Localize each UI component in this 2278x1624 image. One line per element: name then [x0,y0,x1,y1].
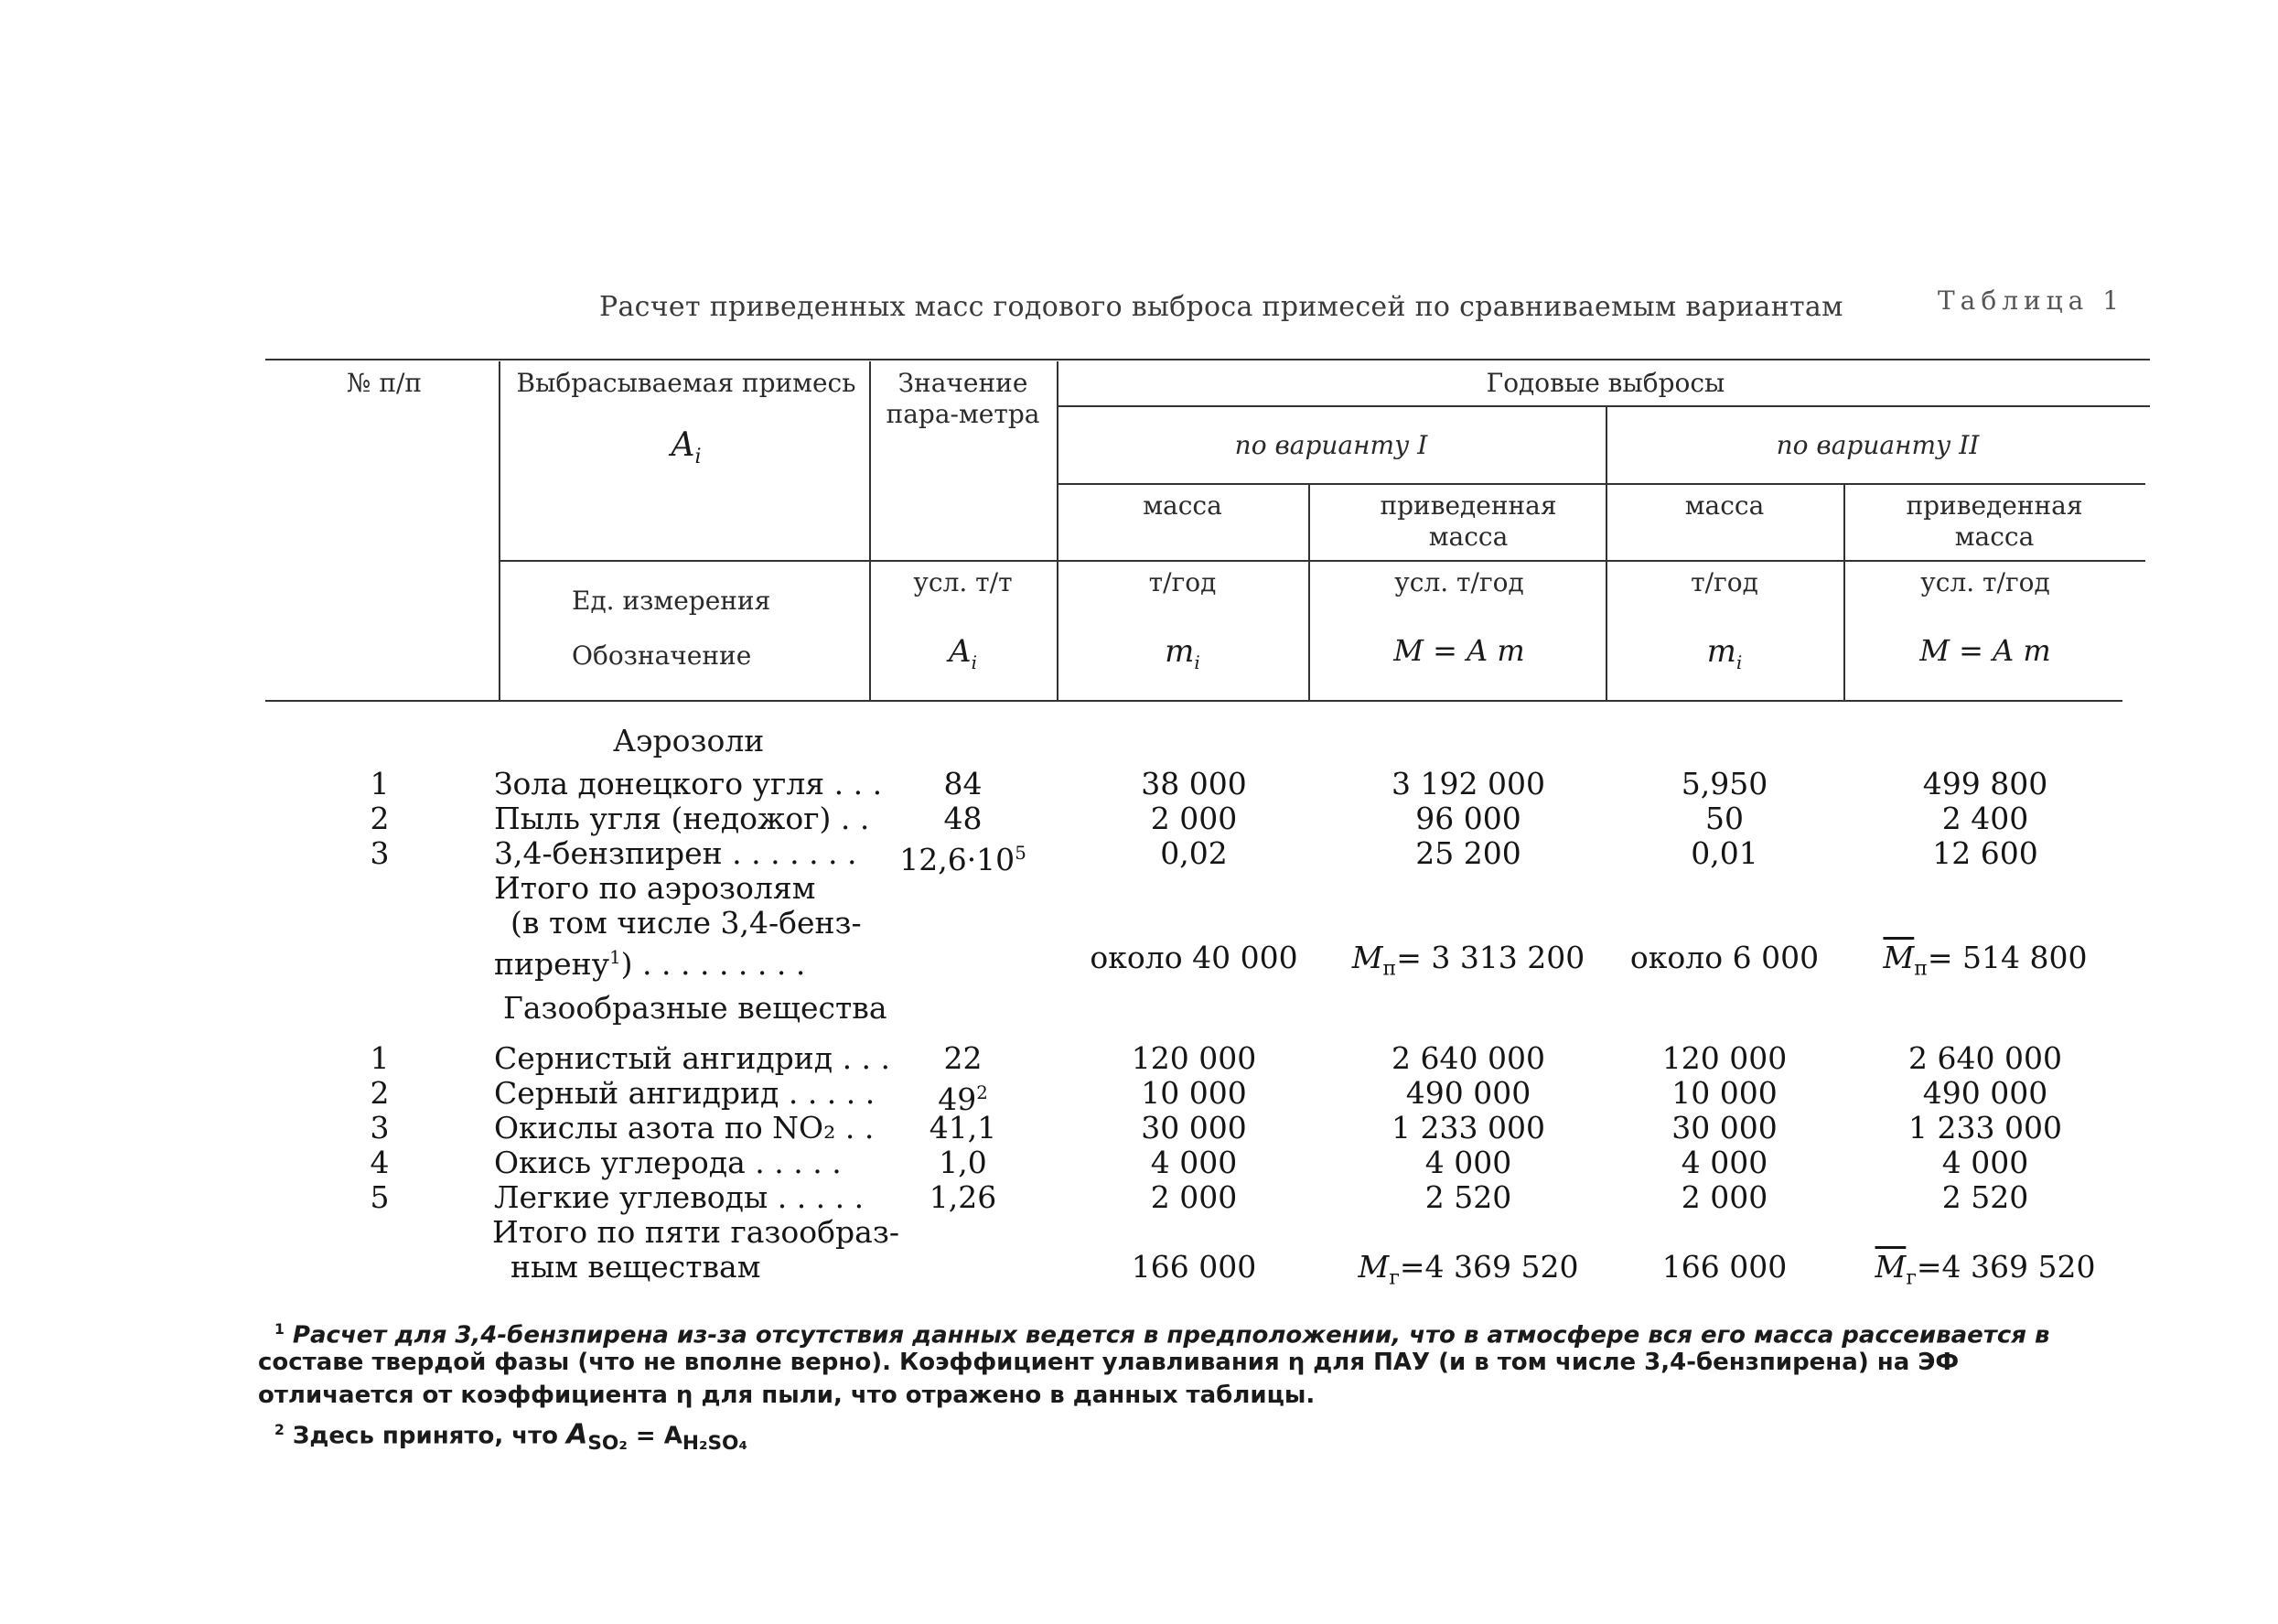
row-v1-reduced: 1 233 000 [1392,1110,1545,1145]
row-v2-mass: 50 [1705,801,1744,836]
header-param: Значение пара-метра [886,368,1040,429]
row-v1-mass: 4 000 [1150,1145,1238,1180]
gas-total-v2-reduced: $\overline{M}_г=4$ 369 520 [1875,1249,2096,1290]
row-v1-mass: 10 000 [1141,1075,1247,1111]
aerosol-total-line1: Итого по аэрозолям [494,870,816,906]
header-no: № п/п [346,368,423,398]
gas-total-v1-mass: 166 000 [1131,1249,1257,1285]
units-v2-reduced: усл. т/год [1920,567,2050,597]
row-substance: Окись углерода . . . . . [494,1145,842,1180]
row-substance: Окислы азота по NO₂ . . [494,1110,875,1145]
row-v2-reduced: 12 600 [1932,835,2038,871]
row-v1-mass: 2 000 [1150,1179,1238,1215]
header-variant-2: по варианту II [1776,430,1980,460]
row-v1-reduced: 96 000 [1415,801,1521,836]
units-label: Ед. измерения [572,586,771,616]
aerosol-total-v2-mass: около 6 000 [1629,940,1820,975]
units-v1-reduced: усл. т/год [1394,567,1524,597]
row-substance: Сернистый ангидрид . . . [494,1040,891,1076]
section-aerosols: Аэрозоли [613,723,765,758]
row-param: $12,6\cdot 10^5$ [899,842,1026,877]
row-v2-reduced: 2 520 [1941,1179,2029,1215]
col-sep-1 [499,361,500,700]
header-annual: Годовые выбросы [1486,368,1725,398]
aerosol-total-v1-mass: около 40 000 [1090,940,1298,975]
table-title: Расчет приведенных масс годового выброса примесей по сравниваемым вариантам [599,291,1843,323]
row-v2-reduced: 1 233 000 [1908,1110,2062,1145]
row-v2-mass: 0,01 [1691,835,1758,871]
footnote-1: $^1$ Расчет для 3,4-бензпирена из-за отсутствия данных ведется в предположении, что в атмосфере вся его масса рассеивается в [274,1321,2050,1350]
row-v1-reduced: 2 640 000 [1392,1040,1545,1076]
row-v2-mass: 4 000 [1681,1145,1768,1180]
aerosol-total-line2: (в том числе 3,4-бенз- [510,905,862,941]
symbol-v1-mass: $m_i$ [1165,633,1200,673]
units-divider [499,560,2145,562]
row-substance: Зола донецкого угля . . . [494,766,883,801]
gas-total-line1: Итого по пяти газообраз- [492,1214,899,1250]
header-substance-symbol: $A_i$ [671,426,702,469]
row-param: $49^2$ [938,1081,988,1117]
table-label: Таблица 1 [1938,285,2125,316]
row-param: 22 [943,1040,983,1076]
row-v2-reduced: 499 800 [1922,766,2048,801]
row-number: 2 [370,1075,390,1111]
row-v2-mass: 120 000 [1661,1040,1788,1076]
col-sep-2 [869,361,871,700]
row-v1-reduced: 4 000 [1424,1145,1512,1180]
annual-divider [1057,405,2150,407]
header-substance: Выбрасываемая примесь [516,368,856,398]
aerosol-total-v1-reduced: $M_п= 3$ 313 200 [1351,940,1585,981]
col-sep-3 [1057,361,1058,700]
symbol-param: $A_i$ [949,633,977,673]
row-number: 4 [370,1145,390,1180]
row-substance: 3,4-бензпирен . . . . . . . [494,835,857,871]
header-v2-mass: масса [1684,490,1765,521]
row-v1-mass: 38 000 [1141,766,1247,801]
header-v1-mass: масса [1143,490,1222,521]
units-v2-mass: т/год [1691,567,1758,597]
section-gases: Газообразные вещества [503,990,887,1026]
row-v1-mass: 0,02 [1160,835,1228,871]
row-v2-reduced: 2 640 000 [1908,1040,2062,1076]
row-v1-reduced: 2 520 [1424,1179,1512,1215]
symbols-label: Обозначение [572,640,752,671]
row-substance: Легкие углеводы . . . . . [494,1179,865,1215]
row-v2-mass: 30 000 [1671,1110,1778,1145]
row-param: 41,1 [929,1110,997,1145]
units-v1-mass: т/год [1148,567,1217,597]
row-number: 2 [370,801,390,836]
header-bottom-rule [265,700,2122,702]
row-v2-mass: 10 000 [1671,1075,1778,1111]
gas-total-v2-mass: 166 000 [1661,1249,1788,1285]
row-v1-mass: 120 000 [1131,1040,1257,1076]
aerosol-total-line3: пирену$^1$) . . . . . . . . . [494,946,806,982]
footnote-2: $^2$ Здесь принято, что $A_{SO_2} = A_{H_2SO_4}$ [274,1418,747,1455]
units-param: усл. т/т [913,567,1013,597]
row-number: 1 [370,766,390,801]
aerosol-total-v2-reduced: $\overline{M}_п= 514$ 800 [1883,940,2088,981]
row-v2-reduced: 4 000 [1941,1145,2029,1180]
row-number: 1 [370,1040,390,1076]
symbol-v2-reduced: M = A m [1919,633,2051,668]
row-number: 3 [370,1110,390,1145]
footnote-1-line2: составе твердой фазы (что не вполне верно). Коэффициент улавливания η для ПАУ (и в том числе 3,4-бензпирена) на ЭФ [258,1349,1960,1376]
row-v1-mass: 30 000 [1141,1110,1247,1145]
col-sep-6 [1843,483,1845,700]
row-number: 3 [370,835,390,871]
row-param: 1,26 [929,1179,997,1215]
row-v1-reduced: 3 192 000 [1392,766,1545,801]
row-v2-mass: 2 000 [1681,1179,1768,1215]
gas-total-line2: ным веществам [510,1249,761,1285]
header-v2-reduced: приведенная масса [1906,490,2083,552]
header-variant-1: по варианту I [1234,430,1428,460]
variant-divider [1057,483,2145,485]
row-v1-mass: 2 000 [1150,801,1238,836]
row-number: 5 [370,1179,390,1215]
row-param: 48 [943,801,983,836]
row-param: 84 [943,766,983,801]
row-v1-reduced: 490 000 [1405,1075,1531,1111]
footnote-1-line3: отличается от коэффициента η для пыли, что отражено в данных таблицы. [258,1382,1316,1409]
row-v2-reduced: 490 000 [1922,1075,2048,1111]
gas-total-v1-reduced: $M_г=4$ 369 520 [1358,1249,1579,1290]
top-rule [265,359,2150,360]
row-v1-reduced: 25 200 [1415,835,1521,871]
row-v2-mass: 5,950 [1681,766,1768,801]
row-substance: Пыль угля (недожог) . . [494,801,870,836]
col-sep-5 [1606,405,1607,700]
row-substance: Серный ангидрид . . . . . [494,1075,876,1111]
header-v1-reduced: приведенная масса [1380,490,1557,552]
col-sep-4 [1308,483,1310,700]
symbol-v1-reduced: M = A m [1393,633,1525,668]
symbol-v2-mass: $m_i$ [1706,633,1743,673]
row-v2-reduced: 2 400 [1941,801,2029,836]
row-param: 1,0 [939,1145,987,1180]
